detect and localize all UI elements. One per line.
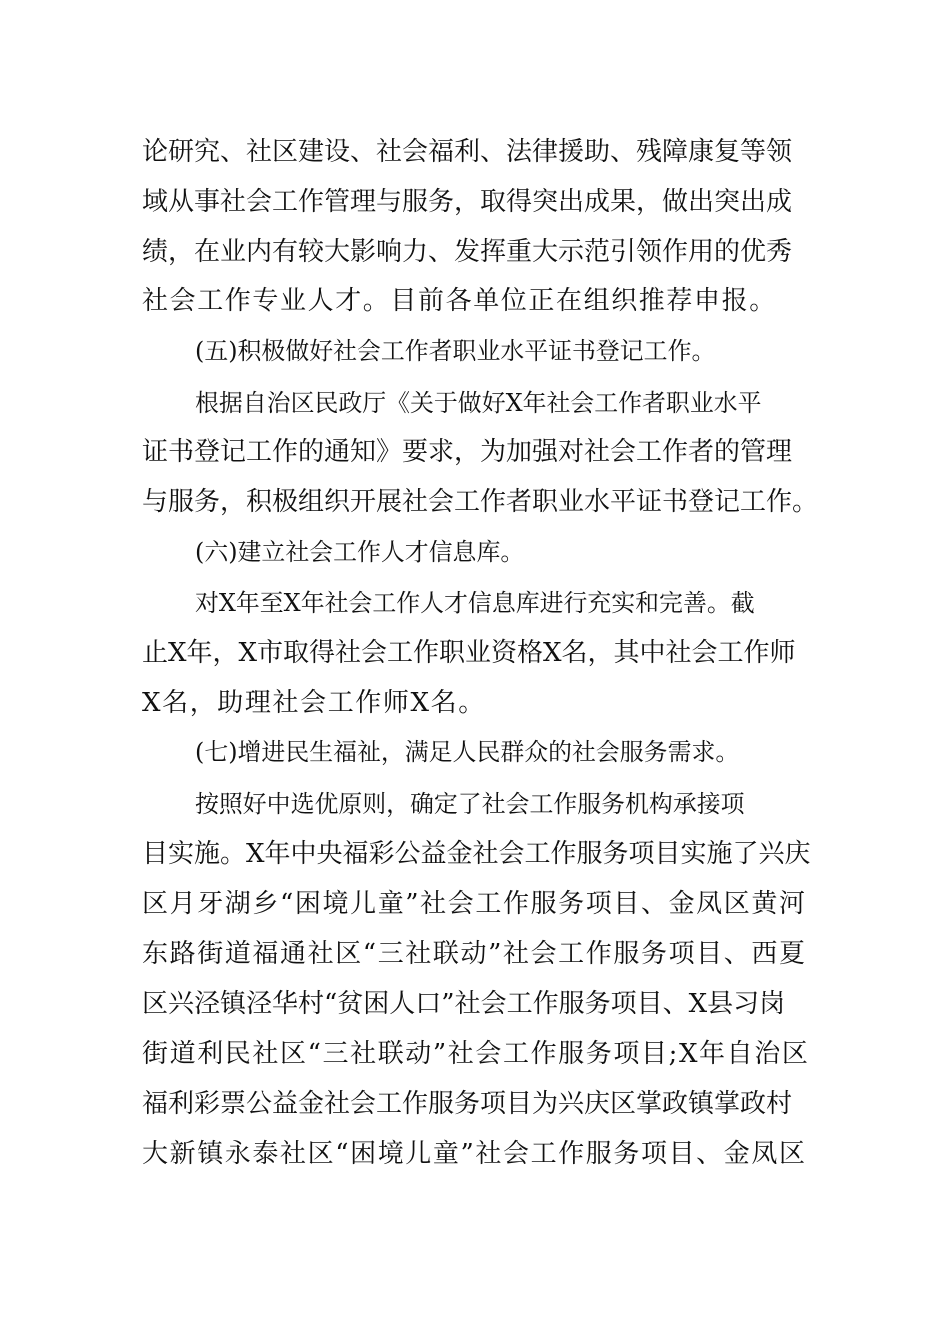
section-heading: (五)积极做好社会工作者职业水平证书登记工作。: [195, 337, 716, 365]
paragraph-line: 区兴泾镇泾华村“贫困人口”社会工作服务项目、X县习岗: [142, 989, 786, 1019]
paragraph-line: 域从事社会工作管理与服务，取得突出成果，做出突出成: [142, 187, 793, 217]
paragraph-line: 大新镇永泰社区“困境儿童”社会工作服务项目、金凤区: [142, 1139, 807, 1169]
paragraph-line: 区月牙湖乡“困境儿童”社会工作服务项目、金凤区黄河: [142, 889, 807, 919]
paragraph-line: 根据自治区民政厅《关于做好X年社会工作者职业水平: [195, 389, 762, 417]
section-heading: (七)增进民生福祉，满足人民群众的社会服务需求。: [195, 738, 740, 766]
paragraph-line: 与服务，积极组织开展社会工作者职业水平证书登记工作。: [142, 487, 819, 517]
paragraph-line: 社会工作专业人才。目前各单位正在组织推荐申报。: [142, 286, 777, 316]
paragraph-line: X名，助理社会工作师X名。: [142, 688, 486, 718]
paragraph-line: 止X年，X市取得社会工作职业资格X名，其中社会工作师: [142, 638, 796, 668]
paragraph-line: 东路街道福通社区“三社联动”社会工作服务项目、西夏: [142, 939, 807, 969]
paragraph-line: 街道利民社区“三社联动”社会工作服务项目;X年自治区: [142, 1039, 810, 1069]
paragraph-line: 按照好中选优原则，确定了社会工作服务机构承接项: [195, 790, 745, 818]
paragraph-line: 绩，在业内有较大影响力、发挥重大示范引领作用的优秀: [142, 237, 793, 267]
paragraph-line: 福利彩票公益金社会工作服务项目为兴庆区掌政镇掌政村: [142, 1089, 793, 1119]
section-heading: (六)建立社会工作人才信息库。: [195, 538, 525, 566]
paragraph-line: 目实施。X年中央福彩公益金社会工作服务项目实施了兴庆: [142, 839, 811, 869]
paragraph-line: 论研究、社区建设、社会福利、法律援助、残障康复等领: [142, 137, 793, 167]
paragraph-line: 对X年至X年社会工作人才信息库进行充实和完善。截: [195, 589, 755, 617]
paragraph-line: 证书登记工作的通知》要求，为加强对社会工作者的管理: [142, 437, 793, 467]
